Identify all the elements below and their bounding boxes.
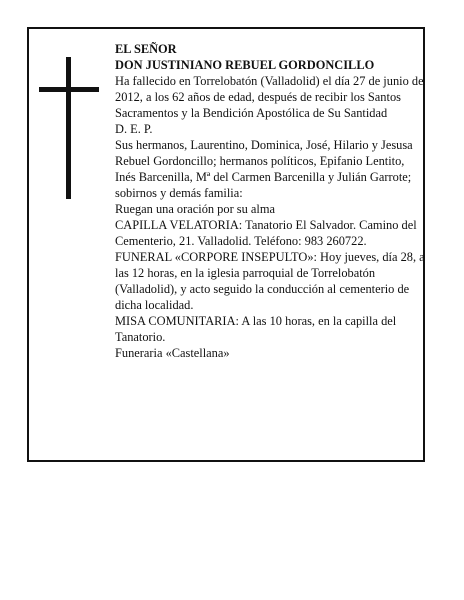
funeral-home: Funeraria «Castellana» [115, 346, 230, 360]
rest-in-peace: D. E. P. [115, 122, 153, 136]
cross-vertical-bar [66, 57, 71, 199]
cross-horizontal-bar [39, 87, 99, 92]
family-list: Sus hermanos, Laurentino, Dominica, José, Hilario y Jesusa Rebuel Gordoncillo; hermanos políticos, Epifanio Lentito, Inés Barcenilla, Mª del Carmen Barcenilla y Julián Garrote; sobirnos y demás familia: [115, 138, 413, 200]
prayer-request: Ruegan una oración por su alma [115, 202, 275, 216]
death-announcement: Ha fallecido en Torrelobatón (Valladolid) el día 27 de junio de 2012, a los 62 años de edad, después de recibir los Santos Sacramentos y la Bendición Apostólica de Su Santidad [115, 74, 424, 120]
latin-cross-icon [39, 57, 99, 199]
community-mass-info: MISA COMUNITARIA: A las 10 horas, en la capilla del Tanatorio. [115, 314, 397, 344]
funeral-chapel-info: CAPILLA VELATORIA: Tanatorio El Salvador. Camino del Cementerio, 21. Valladolid. Teléfono: 983 260722. [115, 218, 417, 248]
obituary-frame [27, 27, 425, 462]
deceased-name: DON JUSTINIANO REBUEL GORDONCILLO [115, 58, 375, 72]
obituary-heading: EL SEÑOR [115, 42, 177, 56]
funeral-service-info: FUNERAL «CORPORE INSEPULTO»: Hoy jueves, día 28, a las 12 horas, en la iglesia parroquial de Torrelobatón (Valladolid), y acto seguido la conducción al cementerio de dicha localidad. [115, 250, 425, 312]
obituary-text [115, 41, 425, 361]
